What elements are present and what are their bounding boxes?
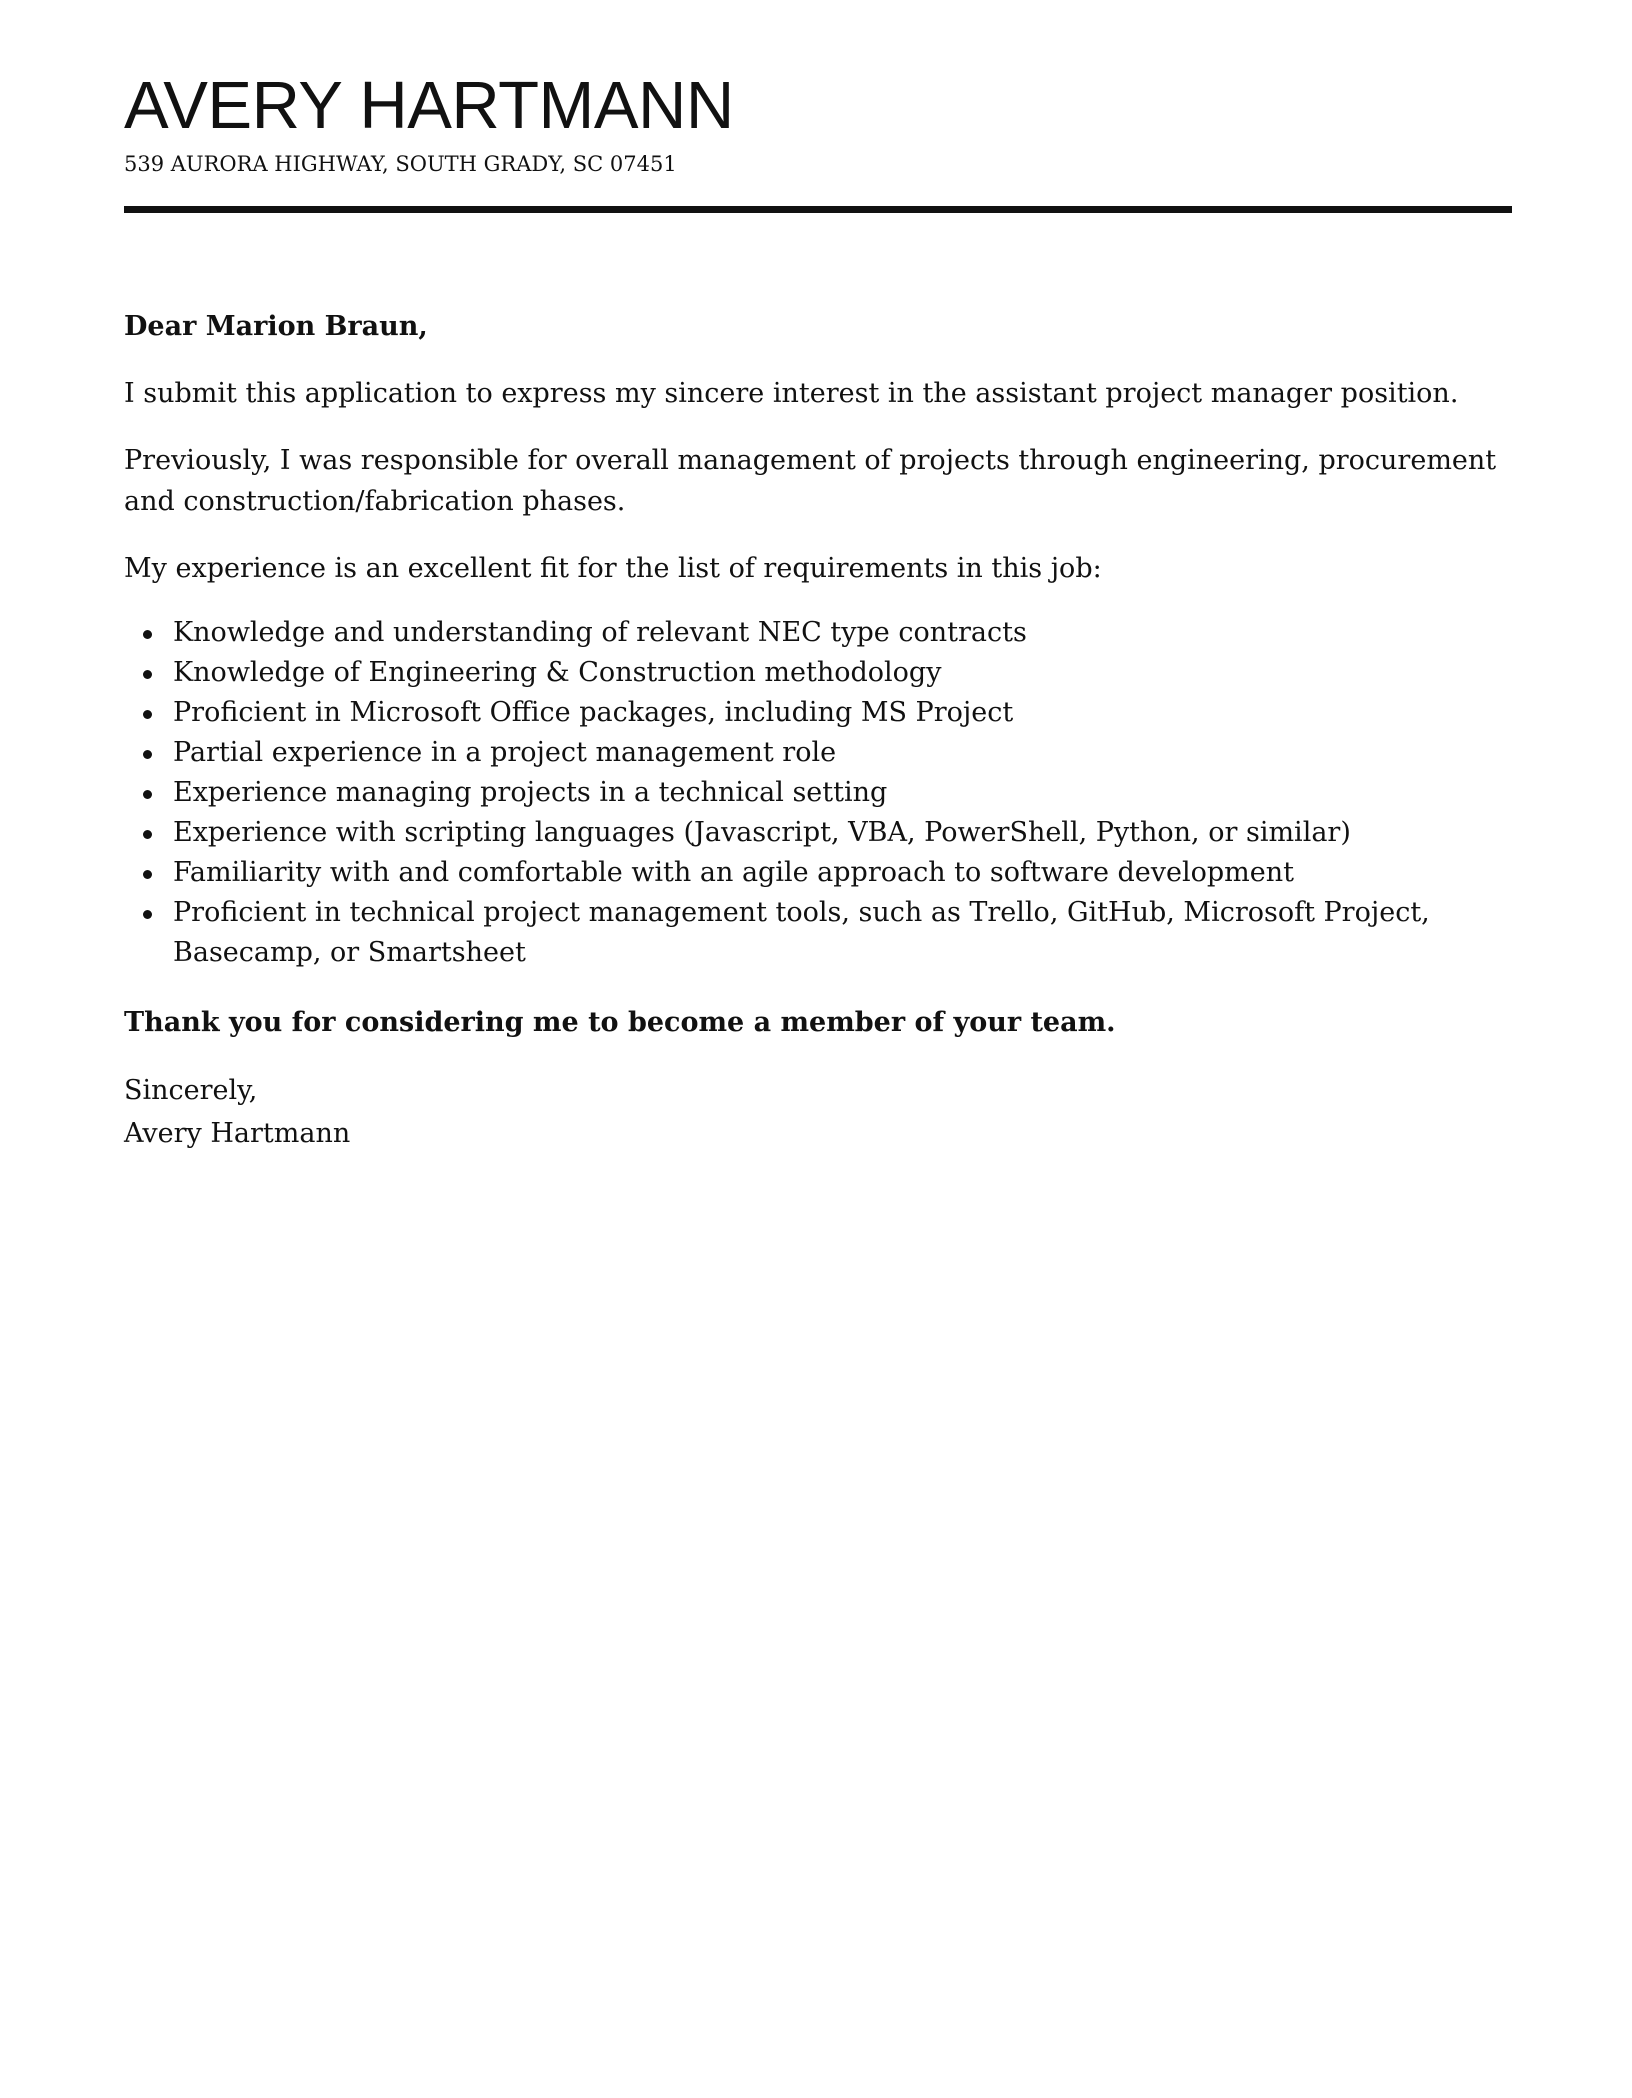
signoff-block xyxy=(124,1069,1512,1155)
experience-paragraph: Previously, I was responsible for overall management of projects through engineering, procurement and construction/fabrication phases. xyxy=(124,445,1497,517)
list-item: Familiarity with and comfortable with an agile approach to software development xyxy=(173,853,1512,893)
bullet-icon xyxy=(143,750,152,759)
bullet-icon xyxy=(143,870,152,879)
list-item: Knowledge of Engineering & Construction methodology xyxy=(173,653,1512,693)
bullet-icon xyxy=(143,790,152,799)
list-item: Partial experience in a project management role xyxy=(173,733,1512,773)
header-divider xyxy=(124,206,1512,213)
list-item: Proficient in Microsoft Office packages, including MS Project xyxy=(173,693,1512,733)
closing-statement: Thank you for considering me to become a member of your team. xyxy=(124,1007,1116,1038)
applicant-address: 539 AURORA HIGHWAY, SOUTH GRADY, SC 07451 xyxy=(124,152,677,176)
list-item: Experience managing projects in a technical setting xyxy=(173,773,1512,813)
intro-paragraph: I submit this application to express my sincere interest in the assistant project manager position. xyxy=(124,378,1459,409)
signoff: Sincerely, xyxy=(124,1075,258,1106)
applicant-name: AVERY HARTMANN xyxy=(124,68,734,143)
salutation: Dear Marion Braun, xyxy=(124,311,428,342)
requirements-list xyxy=(124,613,1512,973)
signature-name: Avery Hartmann xyxy=(124,1118,351,1149)
list-item: Proficient in technical project management tools, such as Trello, GitHub, Microsoft Project, Basecamp, or Smartsheet xyxy=(173,893,1512,973)
requirements-intro: My experience is an excellent fit for the list of requirements in this job: xyxy=(124,553,1102,584)
bullet-icon xyxy=(143,670,152,679)
bullet-icon xyxy=(143,710,152,719)
list-item: Knowledge and understanding of relevant NEC type contracts xyxy=(173,613,1512,653)
bullet-icon xyxy=(143,630,152,639)
bullet-icon xyxy=(143,910,152,919)
list-item: Experience with scripting languages (Javascript, VBA, PowerShell, Python, or similar) xyxy=(173,813,1512,853)
bullet-icon xyxy=(143,830,152,839)
letter-body xyxy=(124,306,1512,1155)
